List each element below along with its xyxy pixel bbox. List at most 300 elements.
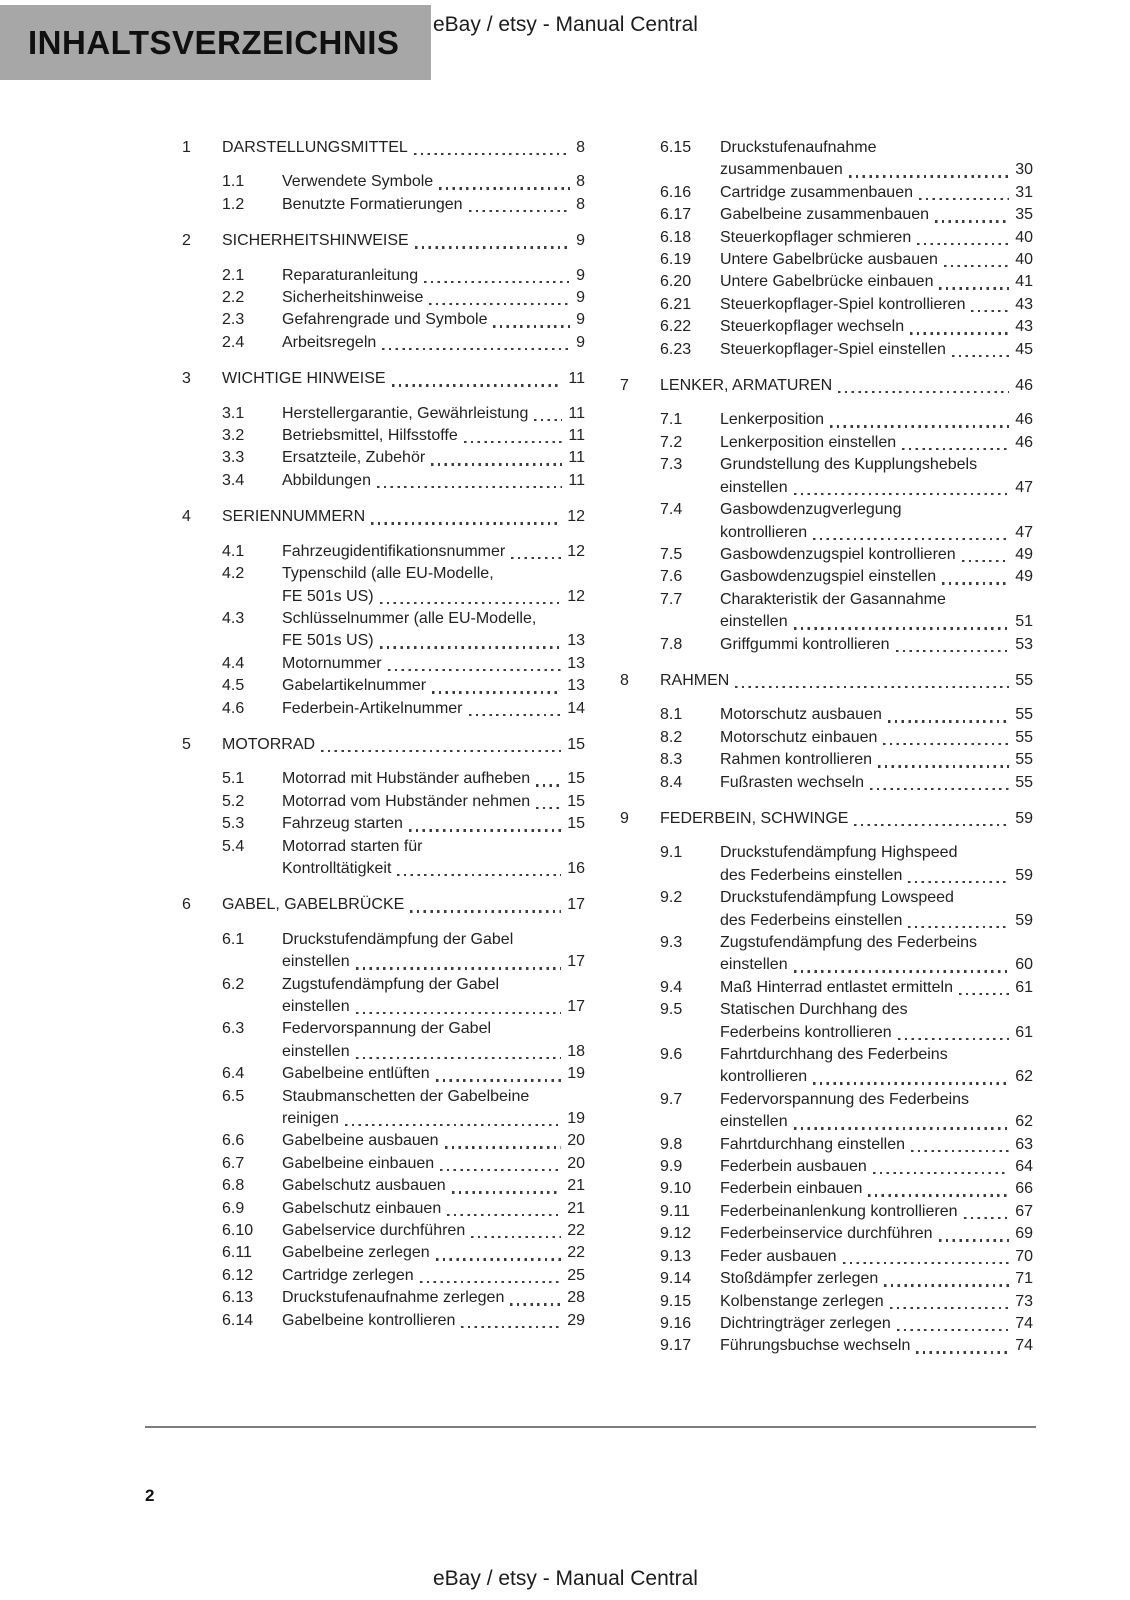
toc-entry [182,506,585,528]
toc-entry [182,368,585,390]
toc-entry-page: 46 [1015,433,1033,451]
toc-entry-title: Typenschild (alle EU-Modelle, [282,565,494,583]
dotted-leader [353,996,565,1018]
toc-entry-line [720,409,1033,431]
toc-entry-line [282,1175,585,1197]
toc-entry-title: des Federbeins einstellen [720,911,903,929]
toc-entry-body [660,670,1033,692]
toc-entry-line [282,1130,585,1152]
dotted-leader [531,403,565,425]
toc-entry-title: einstellen [720,613,788,631]
toc-entry-line [282,309,585,331]
dotted-leader [941,249,1012,271]
toc-entry-number: 3 [182,370,191,388]
toc-entry-body [282,309,585,331]
toc-entry-title: Staubmanschetten der Gabelbeine [282,1087,530,1105]
toc-entry-page: 49 [1015,545,1033,563]
toc-entry-number: 5.4 [222,837,245,855]
toc-entry-page: 22 [567,1244,585,1262]
toc-entry [620,749,1033,771]
toc-entry-body [720,409,1033,431]
toc-entry-line [282,265,585,287]
page-title: INHALTSVERZEICHNIS [28,23,400,61]
toc-entry [182,608,585,653]
toc-entry-number: 8.4 [660,773,683,791]
toc-entry-page: 15 [567,792,585,810]
toc-entry-title: Grundstellung des Kupplungshebels [720,456,978,474]
toc-entry-title: Griffgummi kontrollieren [720,635,890,653]
toc-entry-number: 1.2 [222,195,245,213]
toc-entry-title: Abbildungen [282,471,371,489]
toc-entry-body [720,1291,1033,1313]
toc-entry-title: Federbeinservice durchführen [720,1225,933,1243]
toc-entry-number: 6.16 [660,183,692,201]
toc-entry-title: Motorrad mit Hubständer aufheben [282,770,531,788]
toc-entry-page: 59 [1015,809,1033,827]
toc-entry-line [720,977,1033,999]
toc-entry-title: Cartridge zusammenbauen [720,183,913,201]
toc-entry [620,1156,1033,1178]
toc-entry-body [720,1156,1033,1178]
toc-entry-title: Gasbowdenzugspiel kontrollieren [720,545,956,563]
toc-entry-number: 8 [620,671,629,689]
dotted-leader [932,204,1012,226]
toc-entry-line [282,1265,585,1287]
toc-entry-body [282,563,585,608]
dotted-leader [961,1201,1013,1223]
dotted-leader [865,1178,1012,1200]
dotted-leader [846,159,1012,181]
toc-entry-title: Gabelbeine zerlegen [282,1244,430,1262]
toc-entry [620,499,1033,544]
toc-entry-page: 63 [1015,1135,1033,1153]
toc-entry-line [282,951,585,973]
toc-entry-number: 9.4 [660,978,683,996]
toc-entry-number: 9.3 [660,934,683,951]
toc-entry [182,929,585,974]
toc-entry-number: 4.2 [222,565,245,583]
toc-entry [182,1153,585,1175]
dotted-leader [444,1198,564,1220]
toc-column-left [182,137,585,1332]
toc-entry-page: 41 [1015,273,1033,291]
toc-entry-body [720,1134,1033,1156]
dotted-leader [959,544,1013,566]
toc-entry-page: 15 [567,815,585,833]
toc-column-right [620,137,1033,1358]
dotted-leader [893,634,1013,656]
toc-entry-page: 15 [567,735,585,753]
toc-entry-page: 19 [567,1065,585,1083]
toc-entry [620,932,1033,977]
toc-entry-body [720,1335,1033,1357]
toc-entry-title: DARSTELLUNGSMITTEL [222,139,408,156]
dotted-leader [436,171,573,193]
toc-entry-body [282,1310,585,1332]
toc-entry-line [222,230,585,252]
toc-entry-body [282,1086,585,1131]
toc-entry [620,432,1033,454]
toc-entry-title: kontrollieren [720,1068,808,1086]
toc-entry-body [720,1089,1033,1134]
toc-entry-title: Charakteristik der Gasannahme [720,590,946,608]
toc-entry-page: 9 [576,311,585,329]
toc-entry-number: 9.17 [660,1337,692,1355]
toc-entry [182,137,585,159]
toc-entry-line [222,137,585,159]
toc-entry-title: Betriebsmittel, Hilfsstoffe [282,427,458,445]
toc-entry-line [720,1089,1033,1111]
toc-entry-line [222,894,585,916]
toc-entry-page: 64 [1015,1158,1033,1176]
toc-entry-line [720,1313,1033,1335]
toc-entry [620,249,1033,271]
toc-entry-body [282,698,585,720]
toc-entry [182,1310,585,1332]
toc-entry-line [720,227,1033,249]
dotted-leader [875,749,1012,771]
dotted-leader [867,772,1012,794]
toc-entry [620,808,1033,830]
toc-entry-page: 55 [1015,751,1033,769]
toc-entry-body [282,1198,585,1220]
toc-entry-number: 2.4 [222,333,245,351]
dotted-leader [791,477,1013,499]
toc-entry-title: einstellen [282,953,350,971]
toc-entry [620,182,1033,204]
dotted-leader [411,137,573,159]
toc-entry-number: 9 [620,809,629,827]
toc-entry-body [720,454,1033,499]
toc-entry-number: 2.2 [222,289,245,307]
toc-entry-title: Dichtringträger zerlegen [720,1314,891,1332]
toc-entry-body [720,1313,1033,1335]
toc-entry-page: 30 [1015,161,1033,179]
toc-entry-number: 6 [182,896,191,914]
toc-entry-line [720,544,1033,566]
toc-entry-page: 45 [1015,340,1033,358]
toc-entry-body [720,432,1033,454]
toc-entry-number: 6.18 [660,228,692,246]
toc-entry-line [720,294,1033,316]
toc-entry-title: Motornummer [282,654,382,672]
toc-entry-title: Reparaturanleitung [282,266,419,284]
toc-entry-number: 4.5 [222,677,245,695]
toc-entry-body [720,1178,1033,1200]
toc-entry-title: Federbein ausbauen [720,1158,867,1176]
toc-entry-number: 1 [182,139,191,156]
toc-entry-number: 9.2 [660,889,683,907]
toc-entry [620,634,1033,656]
toc-entry [182,194,585,216]
toc-entry [620,339,1033,361]
dotted-leader [914,227,1012,249]
toc-entry-title: WICHTIGE HINWEISE [222,370,386,388]
toc-entry-line [720,1111,1033,1133]
toc-entry-page: 11 [568,427,585,445]
toc-entry-body [282,403,585,425]
toc-entry-page: 22 [567,1222,585,1240]
dotted-leader [835,375,1012,397]
toc-entry-number: 6.21 [660,295,692,313]
toc-entry-number: 4.4 [222,654,245,672]
toc-entry-line [720,204,1033,226]
toc-entry-page: 13 [567,632,585,650]
toc-entry [620,1313,1033,1335]
toc-entry-page: 46 [1015,377,1033,395]
toc-entry-page: 11 [568,471,585,489]
toc-entry [182,309,585,331]
toc-entry-title: Druckstufenaufnahme [720,139,877,156]
toc-entry [620,727,1033,749]
toc-entry-page: 62 [1015,1113,1033,1131]
toc-entry-body [660,808,1033,830]
toc-entry-line [720,727,1033,749]
toc-entry-page: 16 [567,859,585,877]
toc-entry-title: GABEL, GABELBRÜCKE [222,896,405,914]
toc-entry-page: 8 [576,173,585,191]
toc-entry-body [282,768,585,790]
dotted-leader [429,675,564,697]
toc-entry-line [282,470,585,492]
toc-entry-number: 9.13 [660,1247,692,1265]
toc-entry [182,1018,585,1063]
toc-entry-body [720,932,1033,977]
toc-entry-title: FE 501s US) [282,587,374,605]
toc-entry-page: 43 [1015,318,1033,336]
toc-entry-line [282,858,585,880]
toc-entry-number: 6.3 [222,1020,245,1038]
dotted-leader [466,698,565,720]
footer-divider [145,1426,1036,1428]
toc-entry-title: Gabelservice durchführen [282,1222,466,1240]
dotted-leader [490,309,573,331]
toc-entry-body [282,608,585,653]
toc-entry-title: einstellen [282,1042,350,1060]
toc-entry-line [660,670,1033,692]
toc-entry-number: 6.14 [222,1311,254,1329]
toc-entry-title: Fahrtdurchhang einstellen [720,1135,906,1153]
toc-entry-body [282,675,585,697]
toc-entry-page: 25 [567,1266,585,1284]
dotted-leader [458,1310,564,1332]
toc-entry-body [720,1223,1033,1245]
dotted-leader [353,1041,565,1063]
toc-entry-page: 20 [567,1132,585,1150]
toc-entry-title: SICHERHEITSHINWEISE [222,232,409,250]
toc-entry [620,1246,1033,1268]
dotted-leader [533,791,564,813]
dotted-leader [342,1108,564,1130]
dotted-leader [428,447,565,469]
toc-entry-body [720,704,1033,726]
toc-entry-page: 35 [1015,206,1033,224]
toc-entry-number: 9.14 [660,1270,692,1288]
toc-entry [182,1220,585,1242]
toc-entry-number: 3.4 [222,471,245,489]
dotted-leader [318,734,564,756]
toc-entry-title: Kolbenstange zerlegen [720,1292,884,1310]
toc-entry-line [282,1086,585,1108]
toc-entry-page: 55 [1015,706,1033,724]
toc-entry-number: 6.7 [222,1154,245,1172]
toc-entry-line [282,541,585,563]
toc-entry-title: einstellen [720,1113,788,1131]
dotted-leader [894,1313,1012,1335]
toc-entry-page: 8 [576,195,585,213]
toc-entry-body [282,929,585,974]
toc-entry [182,653,585,675]
toc-entry-number: 3.3 [222,449,245,467]
dotted-leader [421,265,573,287]
toc-entry-number: 1.1 [222,173,245,191]
toc-entry-body [282,1175,585,1197]
toc-entry-line [282,653,585,675]
toc-entry-line [720,865,1033,887]
toc-entry-title: Lenkerposition einstellen [720,433,897,451]
toc-entry-title: Federbeins kontrollieren [720,1023,892,1041]
toc-entry-page: 14 [567,699,585,717]
toc-entry-body [660,375,1033,397]
toc-entry-page: 49 [1015,568,1033,586]
toc-entry-title: Zugstufendämpfung der Gabel [282,975,500,993]
dotted-leader [895,1022,1013,1044]
dotted-leader [389,368,566,390]
toc-entry-title: Gabelbeine kontrollieren [282,1311,456,1329]
toc-entry-number: 6.6 [222,1132,245,1150]
toc-entry-number: 6.8 [222,1177,245,1195]
toc-entry [182,541,585,563]
toc-entry-number: 7.5 [660,545,683,563]
toc-entry [620,409,1033,431]
toc-entry [620,544,1033,566]
toc-entry-number: 6.19 [660,251,692,269]
toc-entry-line [282,287,585,309]
toc-entry-body [282,171,585,193]
toc-entry [182,332,585,354]
toc-entry-title: Motorschutz ausbauen [720,706,882,724]
toc-entry-title: Untere Gabelbrücke einbauen [720,273,934,291]
toc-entry-line [720,454,1033,476]
toc-entry-line [720,316,1033,338]
toc-entry-title: Steuerkopflager schmieren [720,228,912,246]
toc-entry-title: Rahmen kontrollieren [720,751,873,769]
toc-entry-body [720,204,1033,226]
toc-entry-body [720,137,1033,182]
toc-entry-title: Druckstufendämpfung der Gabel [282,930,514,948]
dotted-leader [791,1111,1013,1133]
dotted-leader [377,630,565,652]
toc-entry-line [282,974,585,996]
toc-entry-line [720,1044,1033,1066]
toc-entry-number: 4.6 [222,699,245,717]
toc-entry-body [282,653,585,675]
toc-entry-body [282,791,585,813]
toc-entry [620,842,1033,887]
footer-watermark: eBay / etsy - Manual Central [433,1567,698,1590]
toc-entry-title: Sicherheitshinweise [282,289,424,307]
toc-entry-line [282,813,585,835]
toc-entry-number: 6.12 [222,1266,254,1284]
toc-entry-title: Federbein einbauen [720,1180,863,1198]
toc-entry-page: 29 [567,1311,585,1329]
toc-entry-page: 73 [1015,1292,1033,1310]
toc-entry-page: 17 [567,998,585,1015]
toc-entry-title: MOTORRAD [222,735,316,753]
toc-entry-page: 17 [567,953,585,971]
toc-entry [182,791,585,813]
toc-entry-body [282,470,585,492]
toc-entry-page: 62 [1015,1068,1033,1086]
toc-entry-page: 9 [576,232,585,250]
toc-entry-number: 8.1 [660,706,683,724]
dotted-leader [810,1066,1012,1088]
toc-entry [620,999,1033,1044]
toc-entry-line [222,506,585,528]
toc-entry-number: 7 [620,377,629,395]
dotted-leader [533,768,564,790]
toc-entry-title: Fahrzeug starten [282,815,403,833]
toc-entry-title: Feder ausbauen [720,1247,837,1265]
toc-entry-line [720,1246,1033,1268]
dotted-leader [433,1242,565,1264]
toc-entry-line [720,954,1033,976]
footer-page-number: 2 [145,1486,155,1505]
toc-entry [182,734,585,756]
toc-entry-body [282,813,585,835]
toc-entry-line [282,836,585,858]
dotted-leader [907,316,1012,338]
toc-entry-line [282,194,585,216]
toc-entry [182,836,585,881]
toc-entry [620,589,1033,634]
toc-entry-page: 13 [567,677,585,695]
toc-entry-number: 9.16 [660,1314,692,1332]
toc-entry-line [282,1242,585,1264]
toc-entry [620,1089,1033,1134]
toc-entry-number: 6.1 [222,930,245,948]
toc-entry-page: 66 [1015,1180,1033,1198]
toc-entry-title: Herstellergarantie, Gewährleistung [282,404,529,422]
toc-entry-body [720,316,1033,338]
toc-entry-title: Benutzte Formatierungen [282,195,463,213]
toc-entry-line [282,563,585,585]
toc-entry-body [720,294,1033,316]
toc-entry-number: 9.15 [660,1292,692,1310]
toc-entry-title: Federvorspannung der Gabel [282,1020,492,1038]
toc-entry-title: Federvorspannung des Federbeins [720,1090,970,1108]
toc-entry-line [720,611,1033,633]
toc-entry-number: 7.1 [660,411,683,429]
toc-entry-line [282,586,585,608]
toc-entry-number: 5.2 [222,792,245,810]
dotted-leader [913,1335,1012,1357]
toc-entry-body [222,230,585,252]
toc-entry-title: Statischen Durchhang des [720,1001,908,1019]
toc-entry-body [282,1153,585,1175]
dotted-leader [406,813,564,835]
toc-entry [620,271,1033,293]
toc-entry-body [282,1018,585,1063]
toc-entry-page: 55 [1015,773,1033,791]
toc-entry [182,425,585,447]
toc-entry [620,316,1033,338]
toc-entry-body [282,332,585,354]
toc-entry-body [282,1220,585,1242]
toc-entry [182,894,585,916]
toc-entry-line [720,1134,1033,1156]
toc-entry-title: Gabelbeine entlüften [282,1065,430,1083]
